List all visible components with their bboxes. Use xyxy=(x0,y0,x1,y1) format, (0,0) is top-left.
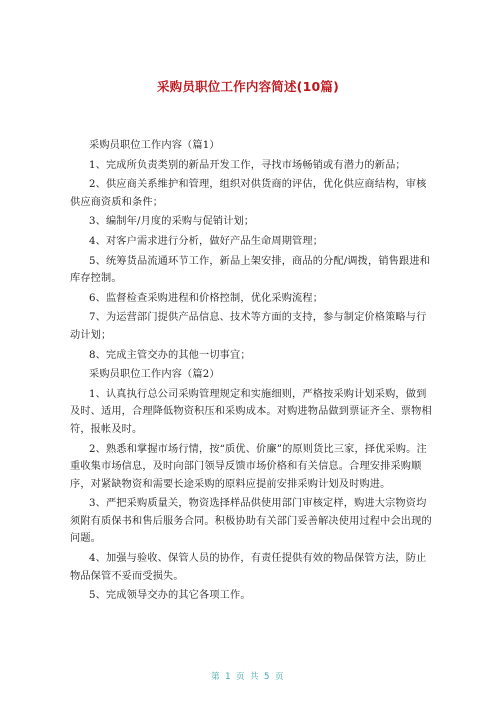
paragraph: 5、完成领导交办的其它各项工作。 xyxy=(89,590,251,602)
document-title: 采购员职位工作内容简述(10篇) xyxy=(156,79,340,94)
paragraph: 3、严把采购质量关，物资选择样品供使用部门审核定样，购进大宗物资均须附有质保书和售后服务合同。积极协助有关部门妥善解决使用过程中会出现的问题。 xyxy=(70,498,432,545)
paragraph: 4、加强与验收、保管人员的协作，有责任提供有效的物品保管方法，防止物品保管不妥而受损失。 xyxy=(70,553,427,582)
paragraph: 4、对客户需求进行分析，做好产品生命周期管理； xyxy=(89,235,324,247)
paragraph: 1、认真执行总公司采购管理规定和实施细则，严格按采购计划采购，做到及时、适用，合理降低物资积压和采购成本。对购进物品做到票证齐全、票物相符，报帐及时。 xyxy=(70,388,432,435)
paragraph: 7、为运营部门提供产品信息、技术等方面的支持，参与制定价格策略与行动计划； xyxy=(70,312,427,341)
paragraph: 2、供应商关系维护和管理，组织对供货商的评估，优化供应商结构，审核供应商资质和条件； xyxy=(70,179,427,208)
paragraph: 6、监督检查采购进程和价格控制，优化采购流程； xyxy=(89,292,324,304)
paragraph: 3、编制年/月度的采购与促销计划； xyxy=(89,216,255,228)
paragraph: 采购员职位工作内容（篇1） xyxy=(89,140,220,151)
paragraph: 2、熟悉和掌握市场行情，按“质优、价廉”的原则货比三家，择优采购。注重收集市场信息，及时向部门领导反馈市场价格和有关信息。合理安排采购顺序，对紧缺物资和需要长途采购的原料应提前安排采购计划及时购进。 xyxy=(70,443,427,490)
paragraph: 8、完成主管交办的其他一切事宜； xyxy=(89,349,251,361)
paragraph: 采购员职位工作内容（篇2） xyxy=(89,369,220,381)
document-body xyxy=(70,137,432,607)
page-number-footer: 第 1 页 共 5 页 xyxy=(211,672,285,682)
paragraph: 1、完成所负责类别的新品开发工作，寻找市场畅销或有潜力的新品； xyxy=(89,159,406,171)
paragraph: 5、统筹货品流通环节工作，新品上架安排，商品的分配/调拨，销售跟进和库存控制。 xyxy=(70,255,431,285)
